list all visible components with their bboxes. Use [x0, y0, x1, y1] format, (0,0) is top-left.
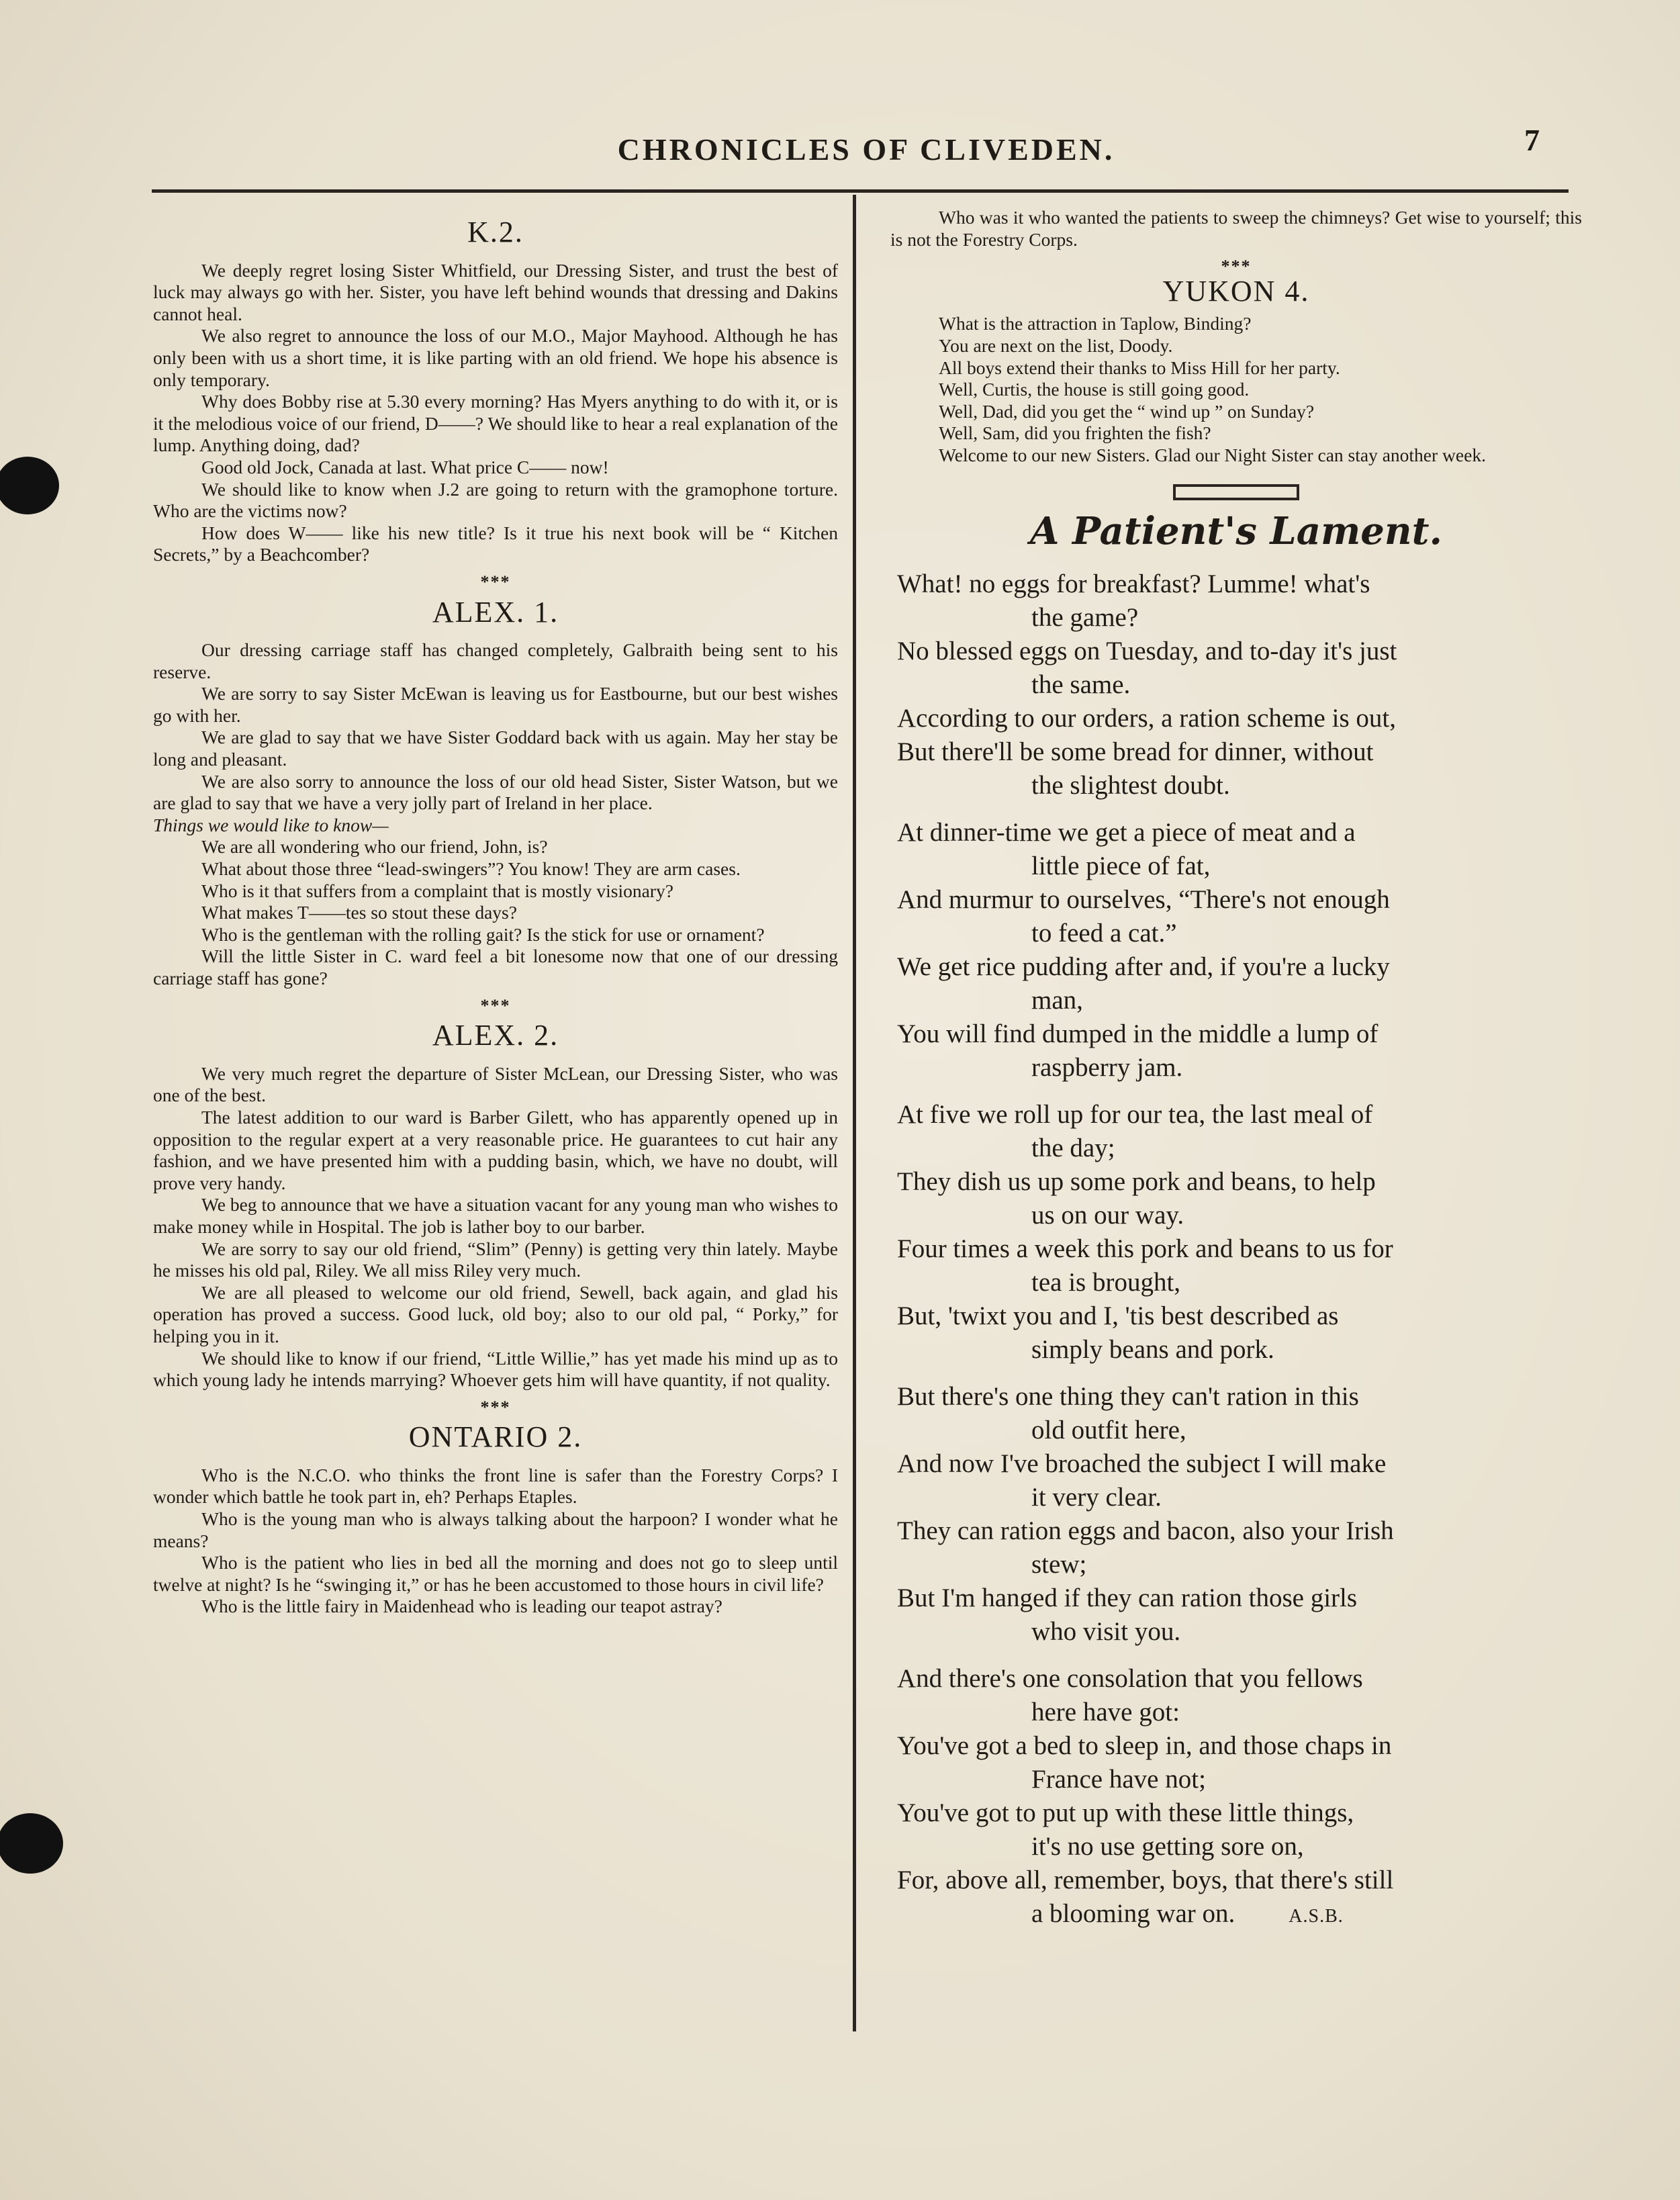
poem-line-continuation [897, 1897, 1582, 1933]
poem-stanza [897, 816, 1582, 1085]
poem-line-continuation: the day; [1031, 1134, 1115, 1163]
paragraph: We are sorry to say Sister McEwan is leaving us for Eastbourne, but our best wishes go with her. [153, 683, 838, 726]
poem-line-continuation: raspberry jam. [1031, 1053, 1183, 1083]
poem-line-continuation: the slightest doubt. [1031, 771, 1230, 800]
ornament-bar [1173, 484, 1299, 500]
poem-stanza [897, 1662, 1582, 1933]
question: What makes T——tes so stout these days? [201, 902, 517, 923]
question: All boys extend their thanks to Miss Hill for her party. [939, 357, 1340, 378]
paragraph: We very much regret the departure of Sister McLean, our Dressing Sister, who was one of the best. [153, 1062, 838, 1106]
question: We are all wondering who our friend, John, is? [201, 836, 548, 858]
poem-body [897, 567, 1582, 1933]
header-rule [152, 189, 1569, 193]
paragraph: Who is the young man who is always talking about the harpoon? I wonder what he means? [153, 1508, 838, 1551]
question: You are next on the list, Doody. [939, 334, 1173, 356]
punch-hole-bottom [0, 1813, 63, 1874]
paragraph: We are sorry to say our old friend, “Slim” (Penny) is getting very thin lately. Maybe he misses his old pal, Riley. We all miss Riley very much. [153, 1238, 838, 1281]
section-title: K.2. [467, 216, 524, 248]
question: Well, Sam, did you frighten the fish? [939, 422, 1211, 444]
poem-line: But I'm hanged if they can ration those girls [897, 1584, 1358, 1613]
paragraph: We are glad to say that we have Sister Goddard back with us again. May her stay be long and pleasant. [153, 727, 838, 770]
poem-line-text: a blooming war on. [1031, 1899, 1235, 1929]
poem-line: They dish us up some pork and beans, to help [897, 1167, 1376, 1197]
paragraph: The latest addition to our ward is Barber Gilett, who has apparently opened up in opposition to the regular expert at a very reasonable price. He guarantees to cut hair any fashion, and we have presented him with a pudding basin, which, we have no doubt, will prove very handy. [153, 1106, 838, 1193]
paragraph: Who is the N.C.O. who thinks the front line is safer than the Forestry Corps? I wonder which battle he took part in, eh? Perhaps Etaples. [153, 1464, 838, 1508]
poem-line-continuation: here have got: [1031, 1698, 1180, 1727]
left-column [153, 214, 838, 1618]
section-title: ALEX. 2. [432, 1019, 559, 1052]
paragraph: Our dressing carriage staff has changed completely, Galbraith being sent to his reserve. [153, 639, 838, 682]
poem-line: And murmur to ourselves, “There's not enough [897, 885, 1390, 915]
poem-line: But, 'twixt you and I, 'tis best described as [897, 1301, 1339, 1331]
question: Will the little Sister in C. ward feel a bit lonesome now that one of our dressing carriage staff has gone? [153, 946, 838, 989]
paragraph: Who is the patient who lies in bed all the morning and does not go to sleep until twelve at night? Is he “swinging it,” or has he been accustomed to those hours in civil life? [153, 1552, 838, 1595]
section-divider-stars: *** [1221, 257, 1252, 277]
paragraph: How does W—— like his new title? Is it true his next book will be “ Kitchen Secrets,” by a Beachcomber? [153, 522, 838, 565]
paragraph: We are all pleased to welcome our old friend, Sewell, back again, and glad his operation has proved a success. Good luck, old boy; also to our old pal, “ Porky,” for helping you in it. [153, 1281, 838, 1346]
page-number: 7 [1524, 123, 1540, 157]
section-title: YUKON 4. [1162, 274, 1310, 308]
question: Who is the gentleman with the rolling gait? Is the stick for use or ornament? [201, 923, 765, 945]
question: What is the attraction in Taplow, Binding? [939, 313, 1252, 334]
poem-line: And now I've broached the subject I will make [897, 1449, 1387, 1479]
poem-line-continuation: us on our way. [1031, 1201, 1184, 1230]
paragraph: We are also sorry to announce the loss of our old head Sister, Sister Watson, but we are glad to say that we have a very jolly part of Ireland in her place. [153, 770, 838, 814]
poem-section [890, 508, 1582, 1934]
poem-line-continuation: the game? [1031, 603, 1139, 633]
paragraph: We deeply regret losing Sister Whitfield, our Dressing Sister, and trust the best of luck may always go with her. Sister, you have left behind wounds that dressing and Dakins cannot heal. [153, 259, 838, 324]
paragraph: We beg to announce that we have a situation vacant for any young man who wishes to make money while in Hospital. The job is lather boy to our barber. [153, 1194, 838, 1237]
poem-line: According to our orders, a ration scheme is out, [897, 704, 1396, 733]
poem-stanza [897, 567, 1582, 803]
section-title: ALEX. 1. [432, 595, 559, 629]
poem-line-continuation: France have not; [1031, 1765, 1206, 1794]
poem-line: But there'll be some bread for dinner, without [897, 737, 1374, 767]
paragraph: We should like to know if our friend, “Little Willie,” has yet made his mind up as to which young lady he intends marrying? Whoever gets him will have quantity, if not quality. [153, 1347, 838, 1391]
poem-line: You've got a bed to sleep in, and those chaps in [897, 1731, 1392, 1761]
paragraph: We should like to know when J.2 are going to return with the gramophone torture. Who are the victims now? [153, 478, 838, 522]
section-k2 [153, 216, 838, 566]
section-title: ONTARIO 2. [408, 1420, 583, 1454]
poem-line-continuation: simply beans and pork. [1031, 1335, 1274, 1365]
poem-line-continuation: the same. [1031, 670, 1131, 700]
poem-stanza [897, 1380, 1582, 1649]
subheading: Things we would like to know— [153, 814, 389, 835]
section-divider-stars: *** [480, 995, 511, 1015]
poem-line-continuation: man, [1031, 986, 1083, 1015]
poem-line: At dinner-time we get a piece of meat and a [897, 818, 1356, 847]
section-yukon4 [890, 256, 1582, 466]
punch-hole-top [0, 457, 59, 514]
poem-line-continuation: it very clear. [1031, 1483, 1162, 1512]
poem-line: You've got to put up with these little things, [897, 1798, 1354, 1828]
paragraph: We also regret to announce the loss of our M.O., Major Mayhood. Although he has only been with us a short time, it is like parting with an old friend. We hope his absence is only temporary. [153, 325, 838, 390]
section-alex1 [153, 571, 838, 990]
poem-line: What! no eggs for breakfast? Lumme! what's [897, 569, 1370, 599]
right-column [890, 207, 1582, 1947]
poem-line-continuation: who visit you. [1031, 1617, 1181, 1647]
section-divider-stars: *** [480, 571, 511, 592]
question: Well, Dad, did you get the “ wind up ” on Sunday? [939, 400, 1315, 422]
page-title: CHRONICLES OF CLIVEDEN. [617, 132, 1115, 167]
poem-line: And there's one consolation that you fellows [897, 1664, 1363, 1694]
poem-line: At five we roll up for our tea, the last meal of [897, 1100, 1373, 1130]
poem-line-continuation: to feed a cat.” [1031, 919, 1177, 948]
poem-line: They can ration eggs and bacon, also your Irish [897, 1516, 1394, 1546]
question: Well, Curtis, the house is still going good. [939, 379, 1250, 400]
column-divider [853, 195, 856, 2031]
intro-paragraph: Who was it who wanted the patients to sweep the chimneys? Get wise to yourself; this is not the Forestry Corps. [890, 207, 1582, 250]
poem-line-continuation: it's no use getting sore on, [1031, 1832, 1304, 1862]
poem-title: A Patient's Lament. [1030, 508, 1442, 553]
poem-line-continuation: stew; [1031, 1550, 1087, 1579]
poem-line: But there's one thing they can't ration in this [897, 1382, 1359, 1412]
section-divider-stars: *** [480, 1397, 511, 1417]
paragraph: Why does Bobby rise at 5.30 every morning? Has Myers anything to do with it, or is it the melodious voice of our friend, D——? We should like to hear a real explanation of the lump. Anything doing, dad? [153, 391, 838, 456]
question: What about those three “lead-swingers”? You know! They are arm cases. [201, 858, 741, 880]
poem-line: You will find dumped in the middle a lump of [897, 1019, 1379, 1049]
question: Who is it that suffers from a complaint that is mostly visionary? [201, 880, 673, 901]
poem-line: For, above all, remember, boys, that there's still [897, 1866, 1394, 1895]
poem-stanza [897, 1098, 1582, 1367]
author-signature: A.S.B. [1289, 1906, 1344, 1927]
section-alex2 [153, 995, 838, 1391]
poem-line-continuation: old outfit here, [1031, 1416, 1186, 1445]
section-ontario2 [153, 1397, 838, 1618]
poem-line: Four times a week this pork and beans to us for [897, 1234, 1393, 1264]
poem-line: No blessed eggs on Tuesday, and to-day it's just [897, 637, 1397, 666]
poem-line: We get rice pudding after and, if you're a lucky [897, 952, 1390, 982]
poem-line-continuation: tea is brought, [1031, 1268, 1181, 1297]
paragraph: Good old Jock, Canada at last. What price C—— now! [201, 456, 609, 477]
poem-line-continuation: little piece of fat, [1031, 852, 1211, 881]
paragraph: Who is the little fairy in Maidenhead who is leading our teapot astray? [201, 1596, 722, 1617]
question: Welcome to our new Sisters. Glad our Night Sister can stay another week. [939, 444, 1486, 465]
